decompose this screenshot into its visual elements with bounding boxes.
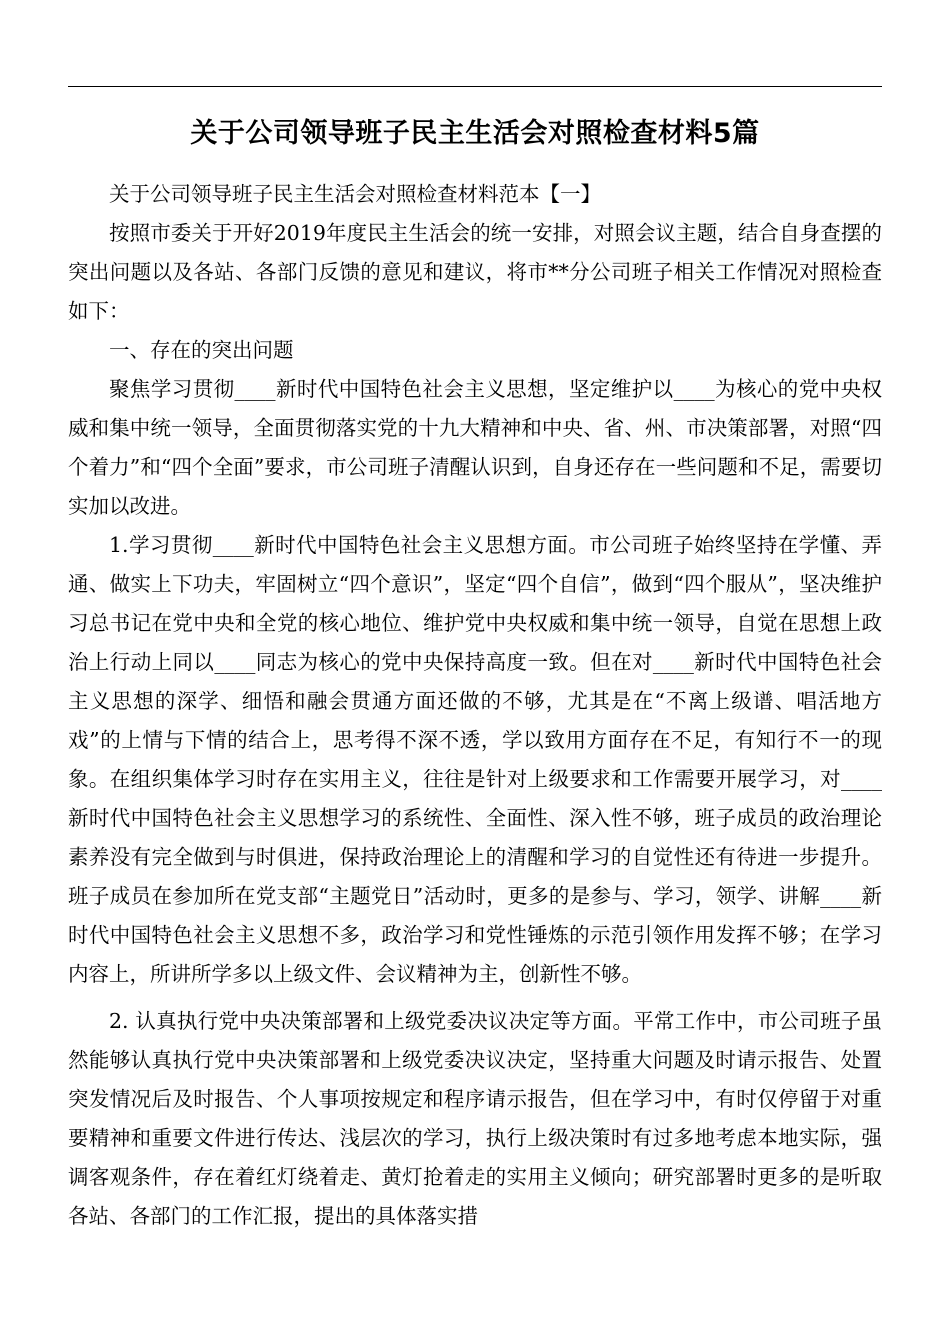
paragraph-overview: 聚焦学习贯彻____新时代中国特色社会主义思想，坚定维护以____为核心的党中央权威和集中统一领导，全面贯彻落实党的十九大精神和中央、省、州、市决策部署，对照“四个着力”和“四个全面”要求，市公司班子清醒认识到，自身还存在一些问题和不足，需要切实加以改进。 xyxy=(68,377,882,518)
paragraph-point-1: 1.学习贯彻____新时代中国特色社会主义思想方面。市公司班子始终坚持在学懂、弄通、做实上下功夫，牢固树立“四个意识”，坚定“四个自信”，做到“四个服从”，坚决维护习总书记在党中央和全党的核心地位、维护党中央权威和集中统一领导，自觉在思想上政治上行动上同以____同志为核心的党中央保持高度一致。但在对____新时代中国特色社会主义思想的深学、细悟和融会贯通方面还做的不够，尤其是在“不离上级谱、唱活地方戏”的上情与下情的结合上，思考得不深不透，学以致用方面存在不足，有知行不一的现象。在组织集体学习时存在实用主义，往往是针对上级要求和工作需要开展学习，对____新时代中国特色社会主义思想学习的系统性、全面性、深入性不够，班子成员的政治理论素养没有完全做到与时俱进，保持政治理论上的清醒和学习的自觉性还有待进一步提升。班子成员在参加所在党支部“主题党日”活动时，更多的是参与、学习，领学、讲解____新时代中国特色社会主义思想不多，政治学习和党性锤炼的示范引领作用发挥不够；在学习内容上，所讲所学多以上级文件、会议精神为主，创新性不够。 xyxy=(68,533,882,986)
document-title: 关于公司领导班子民主生活会对照检查材料5篇 xyxy=(190,118,760,150)
header-rule xyxy=(68,86,882,87)
paragraph-subtitle: 关于公司领导班子民主生活会对照检查材料范本【一】 xyxy=(109,182,601,206)
section-heading: 一、存在的突出问题 xyxy=(109,338,294,362)
paragraph-intro: 按照市委关于开好2019年度民主生活会的统一安排，对照会议主题，结合自身查摆的突出问题以及各站、各部门反馈的意见和建议，将市**分公司班子相关工作情况对照检查如下： xyxy=(68,221,882,323)
paragraph-point-2: 2. 认真执行党中央决策部署和上级党委决议决定等方面。平常工作中，市公司班子虽然能够认真执行党中央决策部署和上级党委决议决定，坚持重大问题及时请示报告、处置突发情况后及时报告、个人事项按规定和程序请示报告，但在学习中，有时仅停留于对重要精神和重要文件进行传达、浅层次的学习，执行上级决策时有过多地考虑本地实际，强调客观条件，存在着红灯绕着走、黄灯抢着走的实用主义倾向；研究部署时更多的是听取各站、各部门的工作汇报，提出的具体落实措 xyxy=(68,1009,882,1228)
document-body xyxy=(68,175,882,1236)
